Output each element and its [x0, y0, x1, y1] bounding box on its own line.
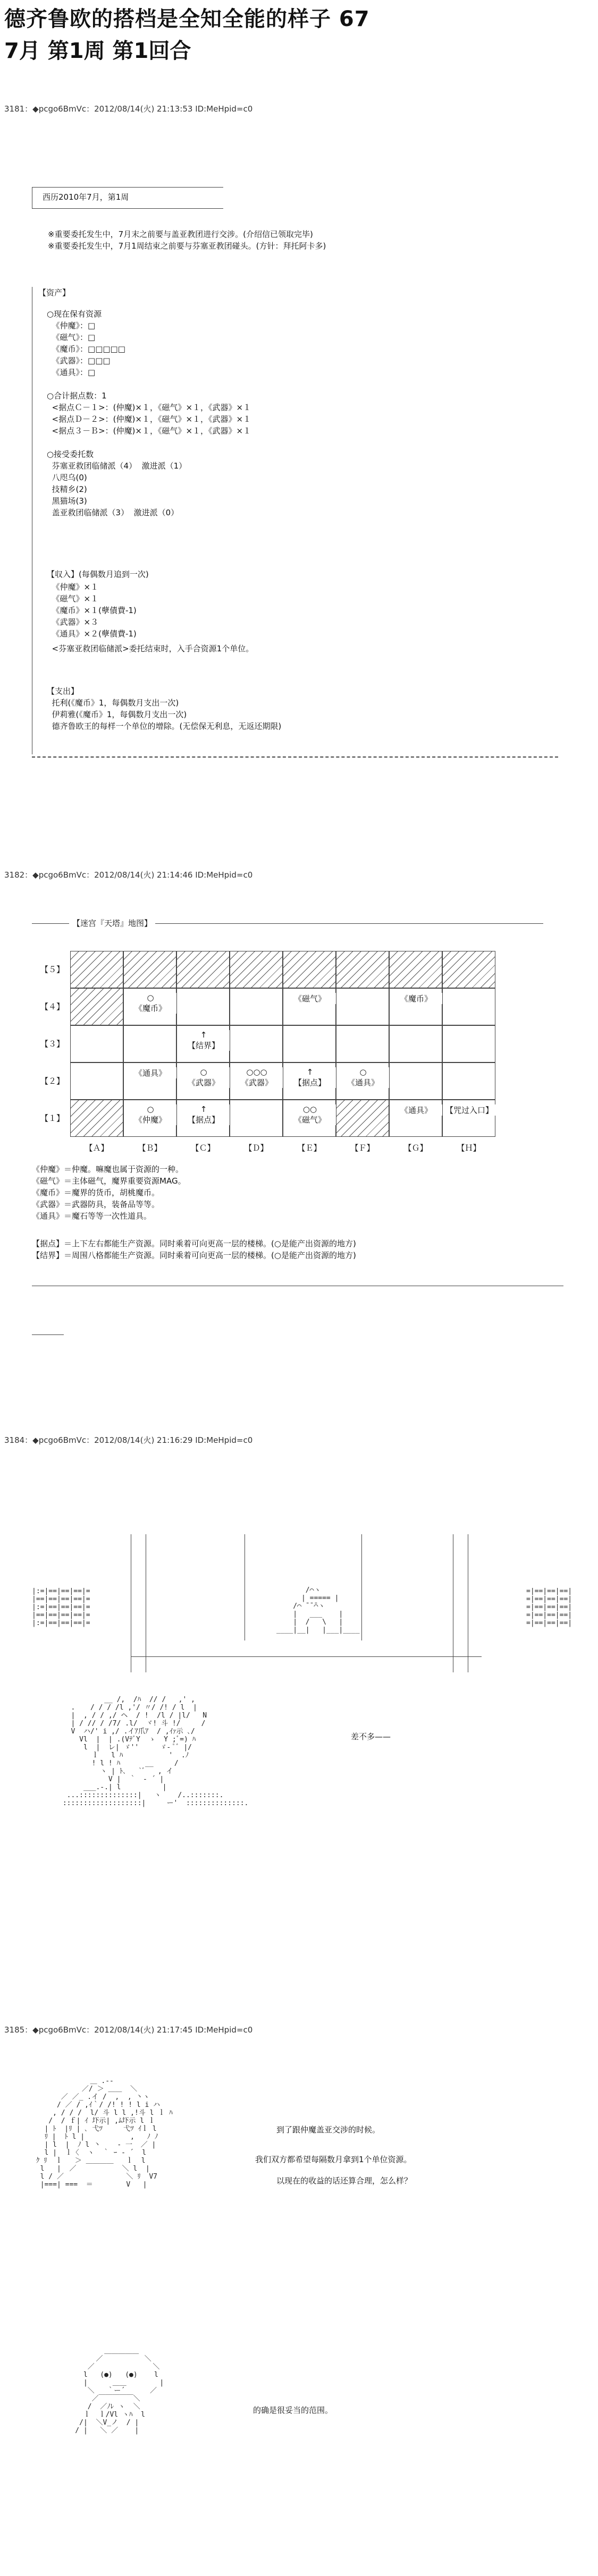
list-item: 《魔币》：□□□□□ — [47, 344, 125, 354]
list-item: 八咫乌(0) — [47, 473, 87, 482]
map-row-label: 【１】 — [40, 1113, 65, 1123]
map-cell-label: 《磁气》 — [283, 993, 336, 1004]
divider — [32, 923, 69, 924]
map-cell-label: ○ 《通具》 — [336, 1067, 390, 1088]
map-cell-label: 《通具》 — [124, 1067, 177, 1078]
income-note: <芬塞亚救团临储派>委托结束时，入手合资源1个单位。 — [47, 644, 254, 653]
map-cell — [70, 951, 123, 988]
divider — [32, 756, 558, 758]
map-cell — [230, 1062, 283, 1100]
dialog-text: 的确是很妥当的范围。 — [253, 2405, 333, 2415]
divider — [155, 923, 543, 924]
map-row-label: 【２】 — [40, 1076, 65, 1086]
page-title: 德齐鲁欧的搭档是全知全能的样子 67 — [4, 7, 370, 31]
pillar — [361, 1534, 362, 1640]
map-cell — [442, 988, 495, 1025]
map-cell — [389, 1025, 442, 1062]
list-item: 《武器》×３ — [47, 617, 99, 627]
map-cell — [176, 988, 230, 1025]
page-subtitle: 7月 第1周 第1回合 — [4, 39, 191, 63]
list-item: 技精乡(2) — [47, 484, 87, 494]
note: ※重要委托发生中，7月末之前要与盖亚教团进行交涉。(介绍信已领取完毕) — [48, 229, 313, 239]
map-row-label: 【３】 — [40, 1039, 65, 1049]
map-cell — [123, 1025, 176, 1062]
list-item: 黑猫场(3) — [47, 496, 87, 506]
map-cell-label: ↑ 【据点】 — [283, 1067, 336, 1088]
date-box: 西历2010年7月，第1周 — [43, 192, 129, 202]
map-cell — [230, 1025, 283, 1062]
map-cell — [230, 988, 283, 1025]
map-col-label: 【Ｈ】 — [457, 1143, 481, 1153]
list-item: 《磁气》＝主体磁气，魔界重要资源MAG。 — [32, 1176, 186, 1186]
list-item: <据点３－Ｂ>：(仲魔)×１，《磁气》×１，《武器》×１ — [47, 426, 251, 436]
map-cell — [176, 1062, 230, 1100]
divider — [32, 1334, 64, 1335]
list-item: 《通具》：□ — [47, 368, 96, 377]
list-item: 芬塞亚救团临储派（4） 激进派（1） — [47, 461, 187, 471]
map-col-label: 【Ｃ】 — [191, 1143, 215, 1153]
gate-art: /⌒ヽ | ===== | /⌒ ̄ ̄ ̄⌒ヽ | ___ | | / \ | ____|__| |___|____ — [276, 1586, 360, 1634]
map-cell — [70, 988, 123, 1025]
list-item: <据点Ｃ－１>：(仲魔)×１，《磁气》×１，《武器》×１ — [47, 403, 251, 412]
map-cell — [283, 988, 336, 1025]
map-cell — [123, 951, 176, 988]
map-cell-label: ○○ 《磁气》 — [283, 1104, 336, 1125]
list-item: 《仲魔》×１ — [47, 582, 99, 592]
list-item: 盖亚救团临储派（3） 激进派（0） — [47, 508, 179, 517]
map-cell — [389, 988, 442, 1025]
map-cell — [442, 1062, 495, 1100]
map-cell — [70, 1062, 123, 1100]
map-cell — [389, 951, 442, 988]
map-cell — [336, 988, 389, 1025]
post-meta: 3184：◆pcgo6BmVc：2012/08/14(火) 21:16:29 ID:MeHpid=c0 — [4, 1435, 253, 1445]
map-cell-label: ○ 《魔币》 — [124, 993, 177, 1014]
map-cell — [230, 951, 283, 988]
map-cell — [442, 1100, 495, 1137]
map-col-label: 【Ｅ】 — [297, 1143, 322, 1153]
map-col-label: 【Ａ】 — [85, 1143, 109, 1153]
map-cell — [176, 1025, 230, 1062]
map-cell — [283, 1100, 336, 1137]
list-item: 托利(《魔币》1，每偶数月支出一次) — [47, 698, 179, 708]
section-header: 【资产】 — [38, 288, 71, 297]
map-cell-label: ○ 《仲魔》 — [124, 1104, 177, 1125]
map-col-label: 【Ｄ】 — [244, 1143, 268, 1153]
list-item: ○合计据点数：1 — [47, 391, 107, 401]
list-item: 德齐鲁欧王的每样一个单位的增除。(无偿保无利息，无返还期限) — [47, 721, 282, 731]
note: ※重要委托发生中，7月1周结束之前要与芬塞亚教团碰头。(方针：拜托阿卡多) — [48, 241, 326, 251]
map-cell — [176, 951, 230, 988]
map-cell — [442, 1025, 495, 1062]
list-item: ○接受委托数 — [47, 449, 94, 459]
map-cell-label: ○○○ 《武器》 — [230, 1067, 283, 1088]
ground-line — [131, 1656, 482, 1657]
map-cell — [283, 951, 336, 988]
divider — [32, 187, 223, 188]
list-item: 《仲魔》＝仲魔。嘛魔也属于资源的一种。 — [32, 1164, 184, 1174]
post-meta: 3182：◆pcgo6BmVc：2012/08/14(火) 21:14:46 ID:MeHpid=c0 — [4, 870, 253, 880]
fence-right: =|==|==|==| =|==|==|==| =|==|==|==| =|==|==|==| =|==|==|==| — [526, 1587, 572, 1627]
map-cell — [123, 1062, 176, 1100]
section-header: 【収入】(每偶数月追到一次) — [47, 569, 149, 579]
list-item: 《磁气》：□ — [47, 333, 96, 342]
list-item: 《通具》×２(孽債費-1) — [47, 629, 137, 639]
character-art: ＿ .-‐ ／/ ＞ ＿＿ ＼ ／ ／_ .イ / , , 丶ヽ / ／ / ,ｲ｀/ /! ! ! l i ハ , / / / l/ 斗 l l ,!斗 l ｌ ﾊ / / ｆ| ｲ 圷示| ,ﾑ圷示 l ｌ | ﾄ |ﾘ | ､ 弋ﾂ 弋ﾂ ｲｌ l ﾘ | ﾄ l | , ﾉ ﾉ | l | ﾉ l 丶 ‐ 一 ／ | l | ｌ〈 ヽ ｀ ｰ ‐ ´ l ｸ ﾘ ｌ ＞ ＿＿＿＿ ｌ l l | ／ ＼ l | l / ／ ＼ ﾘ V7 |===| === ＝ V | — [36, 2077, 173, 2189]
list-item: 《仲魔》：□ — [47, 321, 96, 330]
map-cell — [336, 951, 389, 988]
map-row-label: 【４】 — [40, 1002, 65, 1011]
map-cell-label: 《通具》 — [390, 1104, 443, 1116]
map-cell — [336, 1062, 389, 1100]
map-cell — [389, 1062, 442, 1100]
post-meta: 3181：◆pcgo6BmVc：2012/08/14(火) 21:13:53 ID:MeHpid=c0 — [4, 104, 253, 114]
map-cell — [283, 1025, 336, 1062]
dialog-text: 以现在的收益的话还算合理，怎么样？ — [276, 2176, 412, 2186]
map-cell-label: ↑ 【据点】 — [177, 1104, 230, 1125]
map-cell — [70, 1100, 123, 1137]
dialog-text: 到了跟仲魔盖亚交涉的时候。 — [276, 2125, 381, 2135]
map-cell — [336, 1100, 389, 1137]
list-item: 《通具》＝魔石等等一次性道具。 — [32, 1211, 152, 1221]
map-col-label: 【Ｆ】 — [350, 1143, 375, 1153]
map-cell-label: 【咒过入口】 — [443, 1104, 496, 1116]
map-cell — [336, 1025, 389, 1062]
map-col-label: 【Ｂ】 — [138, 1143, 162, 1153]
map-cell — [389, 1100, 442, 1137]
map-row-label: 【５】 — [40, 965, 65, 974]
list-item: 伊莉雅(《魔币》1，每偶数月支出一次) — [47, 710, 187, 719]
map-cell-label: 《魔币》 — [390, 993, 443, 1004]
map-cell — [123, 988, 176, 1025]
post-meta: 3185：◆pcgo6BmVc：2012/08/14(火) 21:17:45 ID:MeHpid=c0 — [4, 2025, 253, 2035]
map-title: 【迷宫『天塔』地图】 — [72, 919, 153, 928]
dialog-text: 我们双方都希望每隔数月拿到1个单位资源。 — [255, 2155, 412, 2164]
list-item: 《魔币》＝魔界的货币，胡桃魔币。 — [32, 1188, 160, 1197]
divider — [32, 208, 223, 209]
map-col-label: 【Ｇ】 — [403, 1143, 428, 1153]
section-header: 【支出】 — [47, 686, 79, 696]
character-art: __ /, /ﾊ // / ,' , . / / / /l ,'/ 〃/ /! / l | | , / / ,/ ヘ / ! /l / |l/ N | / // / /7/ .l/ ヾ! 斗 !/ / V ハ/' i ,/ .イｱ爪ｱ / ,ｲｧ示 ､/ Vl | | .(VﾃﾞY ゝ Y ;ﾞ=) ﾊ l | レ| ゞ'' ゞ- ﾟﾞ |/ ｌ l ﾊ ' .ﾉ ! l ! ﾊ __ / ヽ | ﾄ､ `ﾞ , イ V | ｀ - ´ | ___.-.| l | ...::::::::::::::| ヽ /..:::::::. :::::::::::::::::::| ー' ::::::::::::::. — [62, 1696, 249, 1807]
list-item: 《武器》：□□□ — [47, 356, 111, 365]
map-cell — [442, 951, 495, 988]
list-item: 《磁气》×１ — [47, 594, 99, 603]
character-art: ＿＿＿＿＿ ／ ＼ ／ ＼ l (●) (●) l | ＿＿ | ＼ ｀ー´ ／ ／￣￣￣￣￣＼ / ／ﾉﾚ ヽ ＼ ｌ ｌ/Vl ヽﾊ l /| ＼V_ノ / | / | ＼ ／ | — [75, 2347, 164, 2435]
list-item: 【结界】＝周围八格都能生产资源。同时乘着可向更高一层的楼梯。(○是能产出资源的地方) — [32, 1251, 356, 1260]
list-item: 【据点】＝上下左右都能生产资源。同时乘着可向更高一层的楼梯。(○是能产出资源的地方) — [32, 1239, 356, 1248]
list-item: 《武器》＝武器防具，装备品等等。 — [32, 1200, 160, 1209]
list-item: ○现在保有资源 — [47, 309, 102, 319]
map-cell — [70, 1025, 123, 1062]
map-cell — [176, 1100, 230, 1137]
map-cell — [230, 1100, 283, 1137]
map-cell-label: ↑ 【结界】 — [177, 1030, 230, 1051]
map-cell — [283, 1062, 336, 1100]
map-cell-label: ○ 《武器》 — [177, 1067, 230, 1088]
fence-left: |:=|==|==|==|= |==|==|==|==|= |:=|==|==|==|= |==|==|==|==|= |:=|==|==|==|= — [32, 1587, 90, 1627]
list-item: 《魔币》×１(孽債費-1) — [47, 606, 137, 615]
dialog-text: 差不多—— — [351, 1732, 391, 1741]
list-item: <据点Ｄ－２>：(仲魔)×１，《磁气》×１，《武器》×１ — [47, 414, 251, 424]
map-cell — [123, 1100, 176, 1137]
